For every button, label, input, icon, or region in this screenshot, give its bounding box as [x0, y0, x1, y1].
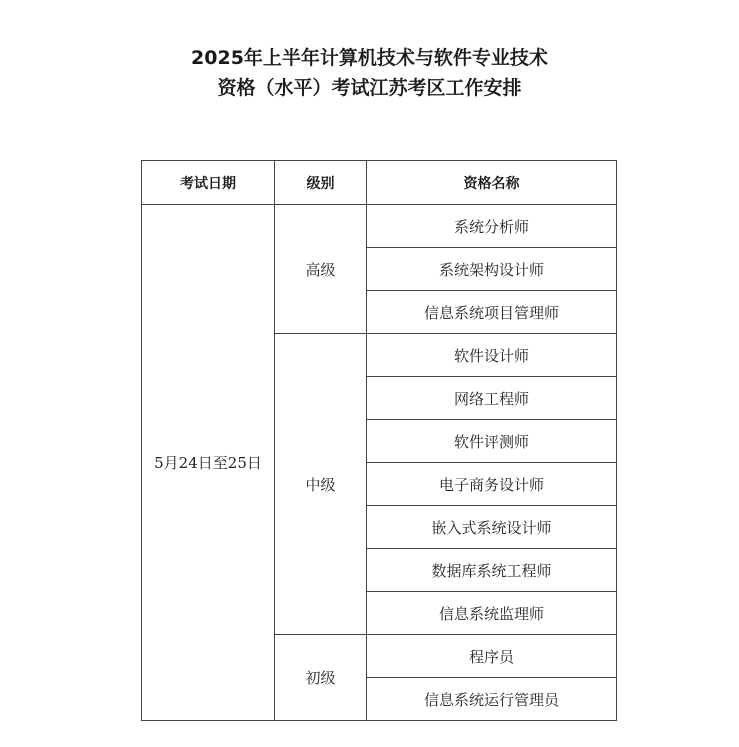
document-title-line-2: 资格（水平）考试江苏考区工作安排: [217, 77, 522, 99]
qualification-cell: 信息系统项目管理师: [367, 291, 617, 334]
level-senior-cell: 高级: [275, 205, 367, 334]
header-qualification-name: 资格名称: [367, 161, 617, 205]
qualification-cell: 软件设计师: [367, 334, 617, 377]
level-intermediate-cell: 中级: [275, 334, 367, 635]
exam-date-cell: 5月24日至25日: [142, 205, 275, 721]
qualification-cell: 网络工程师: [367, 377, 617, 420]
qualification-cell: 系统分析师: [367, 205, 617, 248]
qualification-cell: 软件评测师: [367, 420, 617, 463]
qualification-cell: 电子商务设计师: [367, 463, 617, 506]
qualification-cell: 信息系统监理师: [367, 592, 617, 635]
qualification-cell: 程序员: [367, 635, 617, 678]
qualification-cell: 数据库系统工程师: [367, 549, 617, 592]
qualification-cell: 信息系统运行管理员: [367, 678, 617, 721]
document-title-line-1: 2025年上半年计算机技术与软件专业技术: [191, 47, 548, 69]
level-junior-cell: 初级: [275, 635, 367, 721]
table-row: [142, 205, 617, 248]
table-header-row: [142, 161, 617, 205]
header-exam-date: 考试日期: [142, 161, 275, 205]
exam-schedule-table: [141, 160, 617, 721]
qualification-cell: 嵌入式系统设计师: [367, 506, 617, 549]
header-level: 级别: [275, 161, 367, 205]
qualification-cell: 系统架构设计师: [367, 248, 617, 291]
